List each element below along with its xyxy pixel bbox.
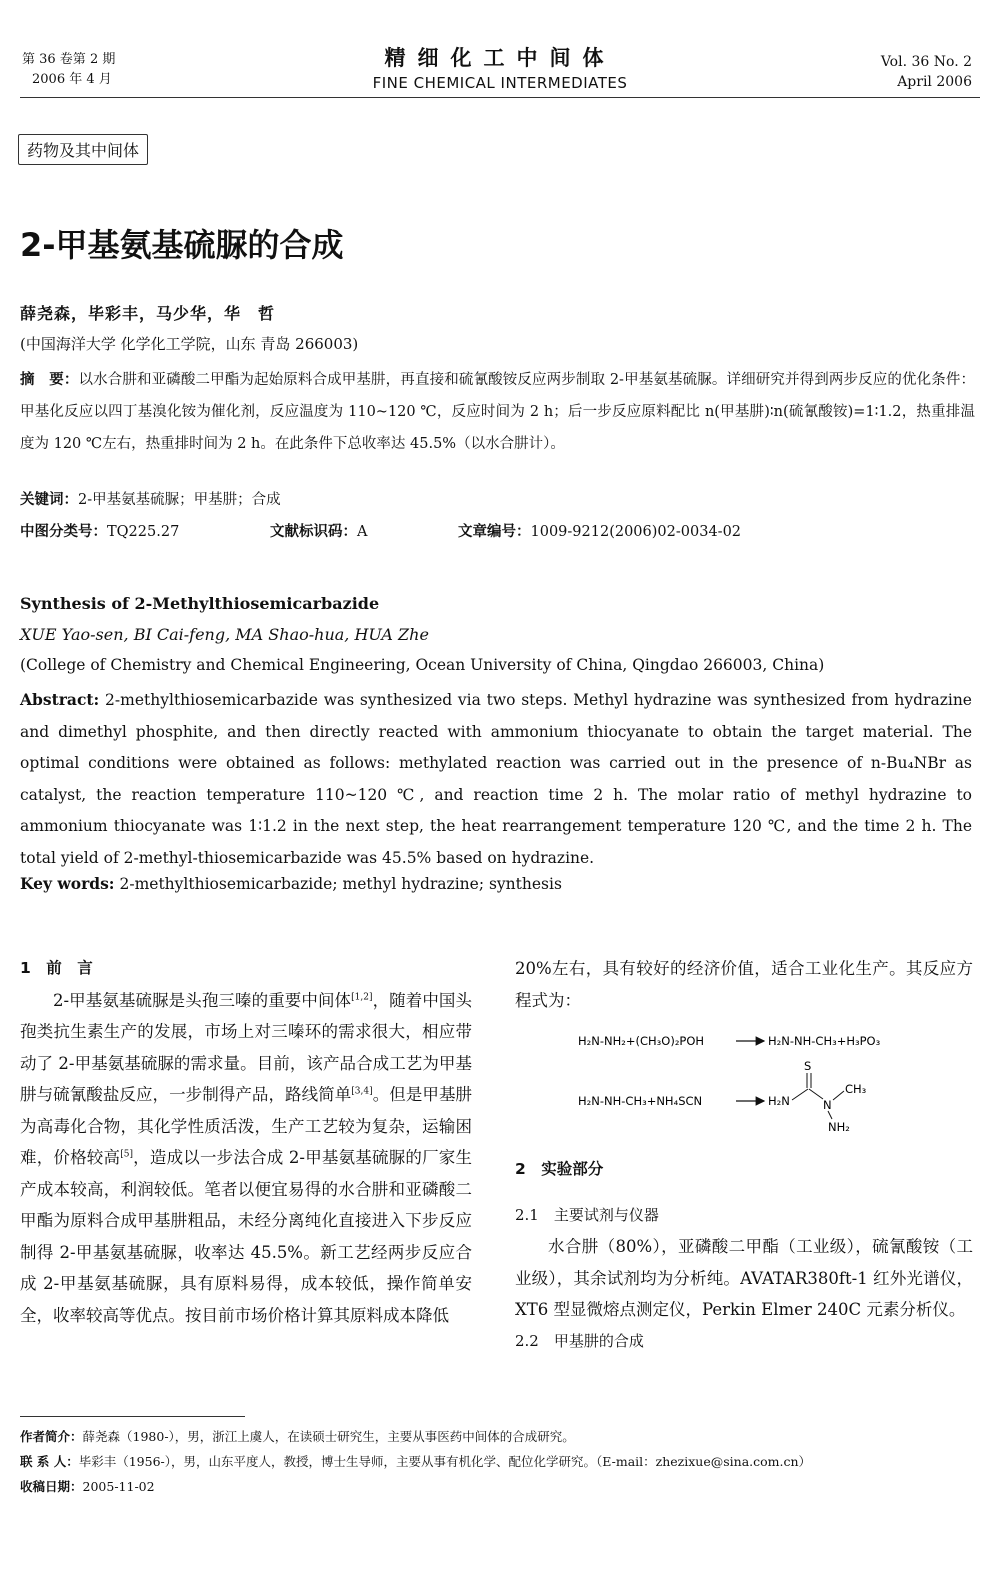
issue-info-en (881, 52, 972, 92)
date-cn: 2006 年 4 月 (32, 72, 112, 87)
clc-label: 中图分类号： (20, 524, 107, 540)
text-run: 。但是甲基肼为高毒化合物，其化学性质活泼，生产工艺较为复杂，运输困难，价格较高 (20, 1085, 473, 1167)
clc (20, 520, 270, 541)
english-keywords-label: Key words: (20, 874, 115, 893)
journal-title-cn: 精细化工中间体 (384, 45, 616, 70)
citation: [1,2] (351, 992, 373, 1002)
section-2-1-heading: 2.1 主要试剂与仪器 (515, 1205, 659, 1224)
doc-code (270, 520, 458, 541)
article-number (458, 520, 741, 541)
eq1-reactants: H₂N-NH₂+(CH₃O)₂POH (578, 1034, 705, 1048)
eq1-products: H₂N-NH-CH₃+H₃PO₃ (768, 1034, 881, 1048)
section-2-2-heading: 2.2 甲基肼的合成 (515, 1331, 644, 1350)
eq2-methyl: CH₃ (845, 1082, 867, 1096)
english-abstract (20, 684, 972, 874)
eq2-sulfur: S (804, 1059, 812, 1073)
journal-title (300, 42, 700, 92)
body-right-column (515, 953, 973, 1016)
clc-value: TQ225.27 (107, 524, 180, 540)
eq2-nitrogen: N (823, 1098, 832, 1112)
section-tag: 药物及其中间体 (18, 134, 148, 165)
keywords-cn-label: 关键词： (20, 492, 78, 508)
keywords-cn-text: 2-甲基氨基硫脲；甲基肼；合成 (78, 492, 281, 508)
footnotes (20, 1424, 980, 1499)
paper-title: 2-甲基氨基硫脲的合成 (20, 226, 344, 264)
journal-title-en: FINE CHEMICAL INTERMEDIATES (372, 74, 628, 92)
english-title: Synthesis of 2-Methylthiosemicarbazide (20, 594, 380, 613)
section-2-heading: 2 实验部分 (515, 1160, 604, 1178)
eq2-reactants: H₂N-NH-CH₃+NH₄SCN (578, 1094, 703, 1108)
reaction-scheme (560, 1025, 960, 1135)
abstract-cn (20, 364, 975, 460)
doc-code-value: A (357, 524, 368, 540)
section-1-paragraph (20, 985, 472, 1332)
text-run: 2-甲基氨基硫脲是头孢三嗪的重要中间体 (53, 990, 352, 1010)
volume-cn: 第 36 卷第 2 期 (22, 52, 116, 67)
text-run: ，随着中国头孢类抗生素生产的发展，市场上对三嗪环的需求很大，相应带动了 2-甲基氨基硫脲的需求量。目前，该产品合成工艺为甲基肼与硫氰酸盐反应，一步制得产品，路线简单 (20, 990, 473, 1104)
classification-line (20, 520, 980, 541)
authors-cn: 薛尧森，毕彩丰，马少华，华 哲 (20, 304, 276, 323)
english-authors: XUE Yao-sen, BI Cai-feng, MA Shao-hua, HUA Zhe (20, 625, 429, 644)
footnote-received (20, 1474, 980, 1499)
footnote-author-label: 作者简介： (20, 1429, 83, 1444)
footnote-author (20, 1424, 980, 1449)
footnote-contact (20, 1449, 980, 1474)
abstract-cn-text: 以水合肼和亚磷酸二甲酯为起始原料合成甲基肼，再直接和硫氰酸铵反应两步制取 2-甲基氨基硫脲。详细研究并得到两步反应的优化条件：甲基化反应以四丁基溴化铵为催化剂，反应温度为 110~120 ℃，反应时间为 2 h；后一步反应原料配比 n(甲基肼)∶n(硫氰酸铵)=1∶1.2，热重排温度为 120 ℃左右，热重排时间为 2 h。在此条件下总收率达 45.5%（以水合肼计）。 (20, 372, 976, 452)
abstract-cn-label: 摘 要： (20, 372, 79, 388)
text-run: ，造成以一步法合成 2-甲基氨基硫脲的厂家生产成本较高，利润较低。笔者以便宜易得的水合肼和亚磷酸二甲酯为原料合成甲基肼粗品，未经分离纯化直接进入下步反应制得 2-甲基氨基硫脲，收率达 45.5%。新工艺经两步反应合成 2-甲基氨基硫脲，具有原料易得，成本较低，操作简单安全，收率较高等优点。按目前市场价格计算其原料成本降低 (20, 1148, 473, 1325)
english-affiliation: (College of Chemistry and Chemical Engineering, Ocean University of China, Qingdao 266003, China) (20, 656, 825, 674)
bond-2 (809, 1089, 823, 1099)
bond-4 (828, 1111, 832, 1119)
bond-3 (833, 1091, 844, 1100)
english-abstract-text: 2-methylthiosemicarbazide was synthesized via two steps. Methyl hydrazine was synthesized from hydrazine and dimethyl phosphite, and then directly reacted with ammonium thiocyanate to obtain the target material. The optimal conditions were obtained as follows: methylated reaction was carried out in the presence of n-Bu₄NBr as catalyst, the reaction temperature 110~120 ℃, and reaction time 2 h. The molar ratio of methyl hydrazine to ammonium thiocyanate was 1∶1.2 in the next step, the heat rearrangement temperature 120 ℃, and the time 2 h. The total yield of 2-methyl-thiosemicarbazide was 45.5% based on hydrazine. (20, 691, 972, 867)
body-left-column (20, 953, 472, 1331)
footnote-received-label: 收稿日期： (20, 1479, 83, 1494)
footnote-rule (20, 1416, 245, 1417)
section-1-heading: 1 前 言 (20, 959, 93, 977)
citation: [3,4] (351, 1086, 373, 1097)
footnote-author-text: 薛尧森（1980-），男，浙江上虞人，在读硕士研究生，主要从事医药中间体的合成研究。 (82, 1429, 575, 1444)
english-keywords-text: 2-methylthiosemicarbazide; methyl hydrazine; synthesis (119, 875, 562, 893)
citation: [5] (120, 1149, 133, 1160)
doc-code-label: 文献标识码： (270, 524, 357, 540)
date-en: April 2006 (897, 74, 972, 90)
bond-1 (792, 1089, 808, 1100)
eq2-amino: NH₂ (828, 1120, 850, 1134)
keywords-cn (20, 488, 281, 509)
english-keywords (20, 874, 562, 893)
footnote-received-text: 2005-11-02 (82, 1479, 155, 1494)
volume-en: Vol. 36 No. 2 (880, 54, 972, 70)
header-rule (20, 97, 980, 98)
affiliation-cn: (中国海洋大学 化学化工学院，山东 青岛 266003) (20, 335, 359, 353)
issue-info (22, 50, 115, 90)
body-right-lower (515, 1150, 973, 1357)
english-abstract-label: Abstract: (20, 690, 100, 709)
eq2-h2n: H₂N (768, 1094, 790, 1108)
footnote-contact-text: 毕彩丰（1956-），男，山东平度人，教授，博士生导师，主要从事有机化学、配位化学研究。（E-mail：zhezixue@sina.com.cn） (78, 1454, 812, 1469)
section-2-1-text: 水合肼（80%），亚磷酸二甲酯（工业级），硫氰酸铵（工业级），其余试剂均为分析纯。AVATAR380ft-1 红外光谱仪，XT6 型显微熔点测定仪，Perkin Elmer 240C 元素分析仪。 (515, 1237, 973, 1319)
article-number-value: 1009-9212(2006)02-0034-02 (530, 524, 742, 540)
right-paragraph: 20%左右，具有较好的经济价值，适合工业化生产。其反应方程式为： (515, 959, 973, 1010)
article-number-label: 文章编号： (458, 524, 531, 540)
footnote-contact-label: 联 系 人： (20, 1454, 79, 1469)
